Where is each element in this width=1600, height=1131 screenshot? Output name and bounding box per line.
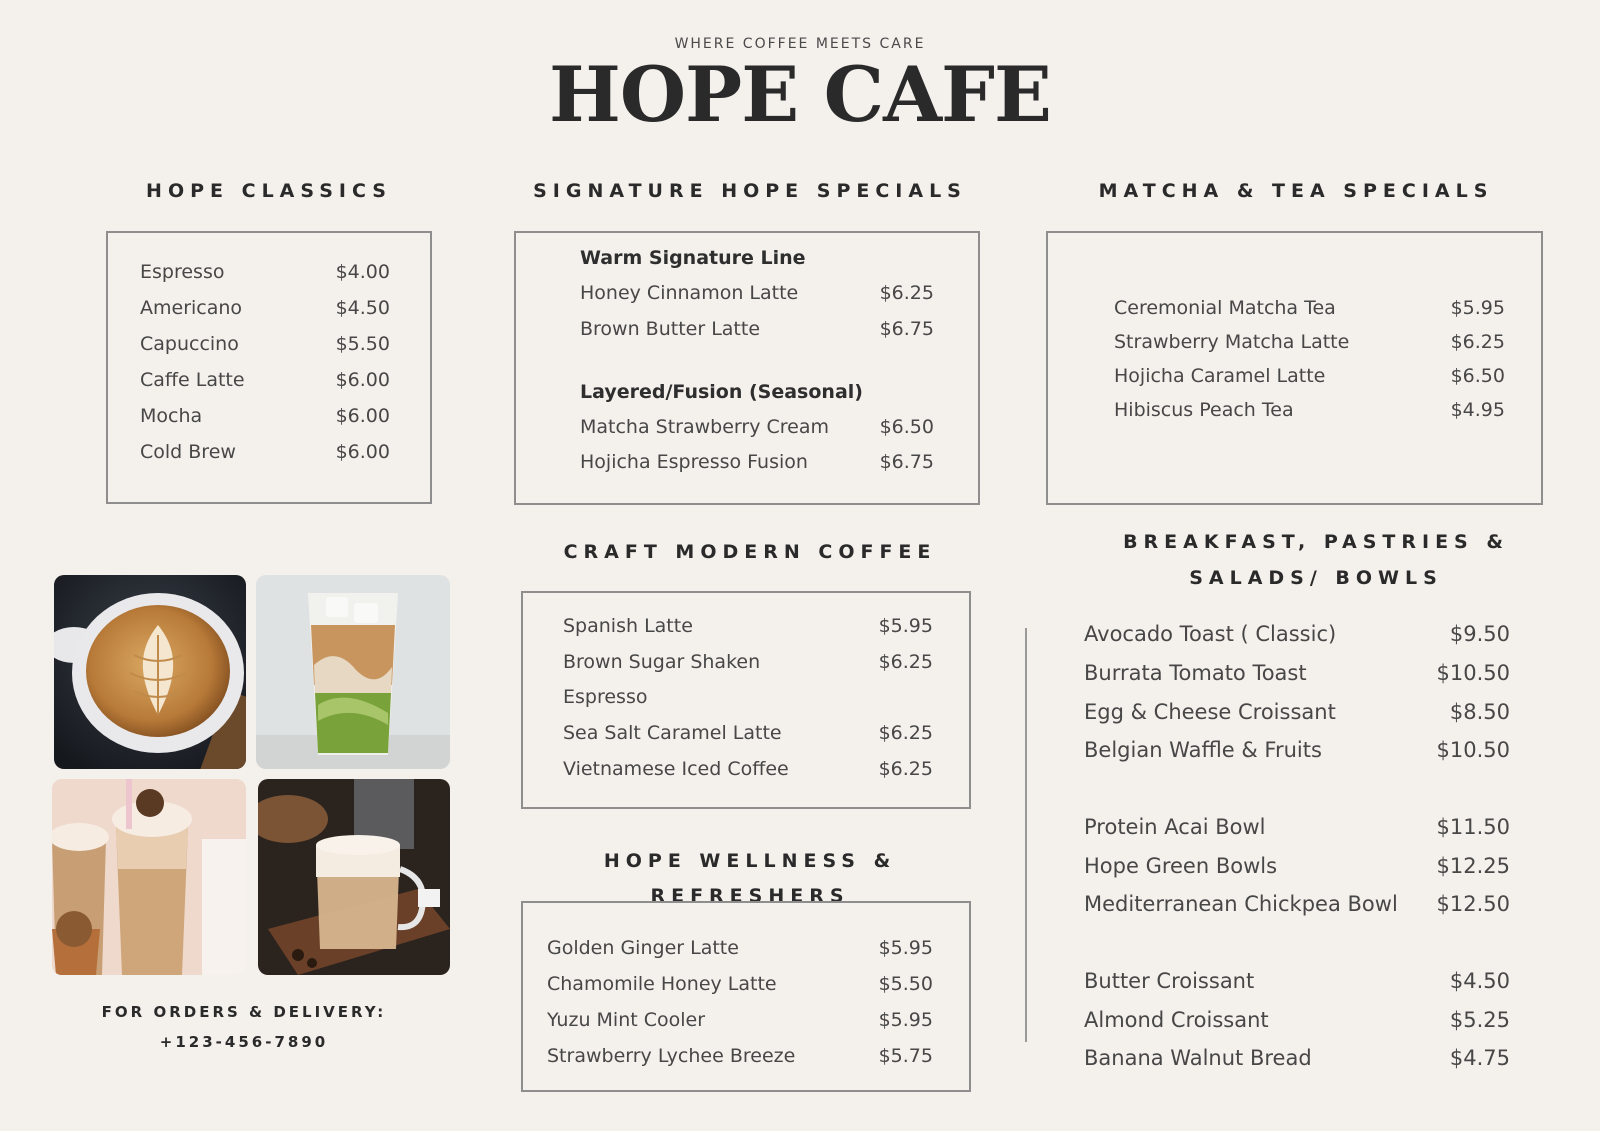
menu-item: Banana Walnut Bread $4.75 — [1084, 1046, 1510, 1070]
menu-item: Espresso $4.00 — [140, 261, 390, 283]
wellness-list — [547, 937, 933, 1082]
menu-item: Ceremonial Matcha Tea $5.95 — [1114, 297, 1505, 319]
matcha-heading: MATCHA & TEA SPECIALS — [1098, 180, 1494, 202]
classics-box — [106, 231, 432, 504]
iced-coffee-shakes-photo — [52, 779, 246, 975]
menu-item: Hojicha Caramel Latte $6.50 — [1114, 365, 1505, 387]
orders-label: FOR ORDERS & DELIVERY: — [101, 1003, 387, 1021]
latte-art-photo — [54, 575, 246, 769]
menu-item: Hibiscus Peach Tea $4.95 — [1114, 399, 1505, 421]
menu-item: Hojicha Espresso Fusion $6.75 — [580, 451, 934, 473]
wellness-heading: HOPE WELLNESS & REFRESHERS — [603, 850, 897, 907]
menu-item: Golden Ginger Latte $5.95 — [547, 937, 933, 959]
breakfast-heading-line2: SALADS/ BOWLS — [1189, 567, 1443, 589]
craft-list — [563, 615, 933, 795]
vertical-divider — [1025, 628, 1027, 1042]
menu-item: Almond Croissant $5.25 — [1084, 1008, 1510, 1032]
menu-item: Honey Cinnamon Latte $6.25 — [580, 282, 934, 304]
craft-heading: CRAFT MODERN COFFEE — [563, 541, 937, 563]
signature-heading: SIGNATURE HOPE SPECIALS — [533, 180, 967, 202]
classics-heading: HOPE CLASSICS — [146, 180, 392, 202]
menu-item: Hope Green Bowls $12.25 — [1084, 854, 1510, 878]
menu-item: Espresso — [563, 686, 648, 708]
menu-item: Burrata Tomato Toast $10.50 — [1084, 661, 1510, 685]
menu-item: Strawberry Matcha Latte $6.25 — [1114, 331, 1505, 353]
craft-box — [521, 591, 971, 809]
breakfast-list — [1084, 622, 1510, 1082]
matcha-box — [1046, 231, 1543, 505]
menu-item: Brown Butter Latte $6.75 — [580, 318, 934, 340]
menu-item: Americano $4.50 — [140, 297, 390, 319]
menu-item: Mediterranean Chickpea Bowl $12.50 — [1084, 892, 1510, 916]
menu-item: Vietnamese Iced Coffee $6.25 — [563, 758, 933, 780]
phone-number[interactable]: +123-456-7890 — [159, 1033, 329, 1051]
breakfast-heading-line1: BREAKFAST, PASTRIES & — [1123, 531, 1509, 553]
menu-item: Cold Brew $6.00 — [140, 441, 390, 463]
cafe-title: HOPE CAFE — [549, 50, 1051, 139]
menu-item: Butter Croissant $4.50 — [1084, 969, 1510, 993]
menu-item: Matcha Strawberry Cream $6.50 — [580, 416, 934, 438]
matcha-list — [1114, 297, 1505, 447]
tagline: WHERE COFFEE MEETS CARE — [674, 36, 926, 52]
group-title: Layered/Fusion (Seasonal) — [580, 381, 863, 403]
wellness-box — [521, 901, 971, 1092]
iced-matcha-latte-photo — [256, 575, 450, 769]
menu-item: Capuccino $5.50 — [140, 333, 390, 355]
classics-list — [140, 261, 390, 481]
menu-item: Strawberry Lychee Breeze $5.75 — [547, 1045, 933, 1067]
menu-item: Chamomile Honey Latte $5.50 — [547, 973, 933, 995]
menu-item: Mocha $6.00 — [140, 405, 390, 427]
menu-item: Brown Sugar Shaken $6.25 — [563, 651, 933, 673]
menu-item: Spanish Latte $5.95 — [563, 615, 933, 637]
group-title: Warm Signature Line — [580, 247, 806, 269]
menu-item: Avocado Toast ( Classic) $9.50 — [1084, 622, 1510, 646]
menu-item: Belgian Waffle & Fruits $10.50 — [1084, 738, 1510, 762]
signature-list — [580, 247, 934, 487]
menu-item: Sea Salt Caramel Latte $6.25 — [563, 722, 933, 744]
menu-item: Yuzu Mint Cooler $5.95 — [547, 1009, 933, 1031]
menu-item: Egg & Cheese Croissant $8.50 — [1084, 700, 1510, 724]
menu-item: Protein Acai Bowl $11.50 — [1084, 815, 1510, 839]
signature-box — [514, 231, 980, 505]
cappuccino-glass-photo — [258, 779, 450, 975]
menu-item: Caffe Latte $6.00 — [140, 369, 390, 391]
